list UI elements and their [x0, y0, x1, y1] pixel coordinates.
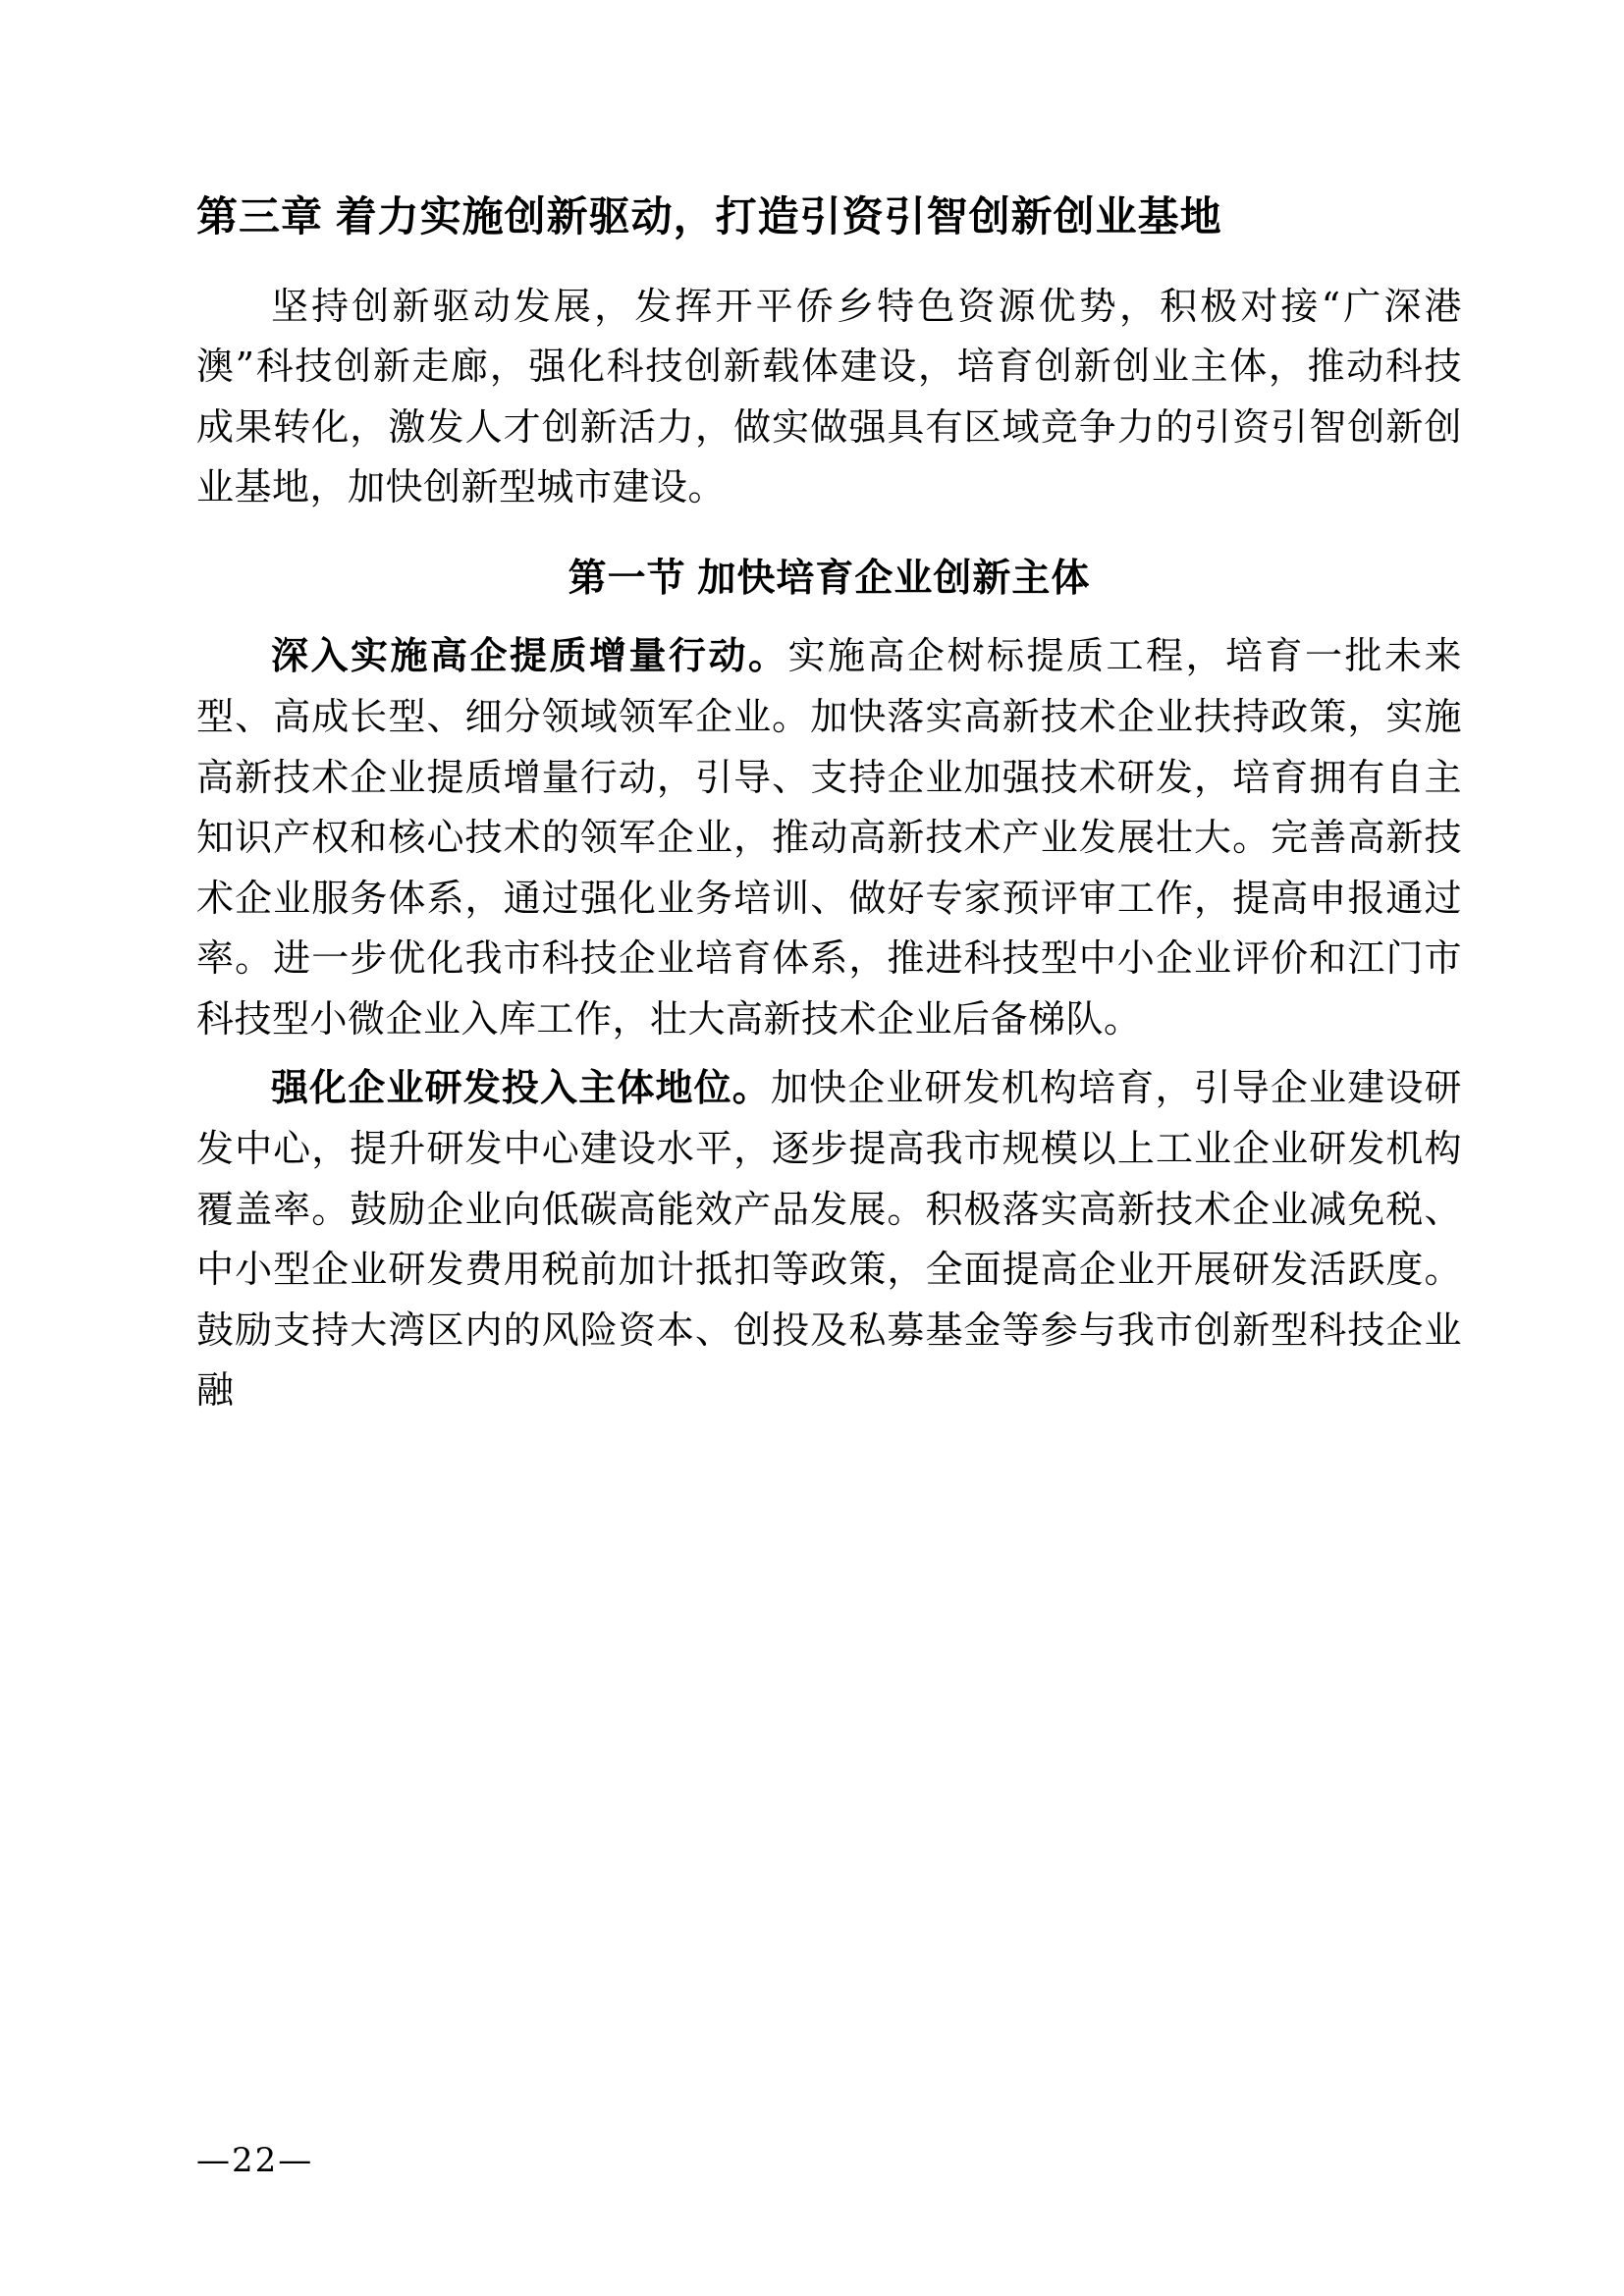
paragraph-lead: 深入实施高企提质增量行动。 — [271, 635, 788, 677]
paragraph-body: 加快企业研发机构培育，引导企业建设研发中心，提升研发中心建设水平，逐步提高我市规模以上工业企业研发机构覆盖率。鼓励企业向低碳高能效产品发展。积极落实高新技术企业减免税、中小型企业研发费用税前加计抵扣等政策，全面提高企业开展研发活跃度。鼓励支持大湾区内的风险资本、创投及私募基金等参与我市创新型科技企业融 — [196, 1065, 1462, 1413]
paragraph-lead: 强化企业研发投入主体地位。 — [271, 1067, 771, 1109]
paragraph-body: 实施高企树标提质工程，培育一批未来型、高成长型、细分领域领军企业。加快落实高新技术企业扶持政策，实施高新技术企业提质增量行动，引导、支持企业加强技术研发，培育拥有自主知识产权和核心技术的领军企业，推动高新技术产业发展壮大。完善高新技术企业服务体系，通过强化业务培训、做好专家预评审工作，提高申报通过率。进一步优化我市科技企业培育体系，推进科技型中小企业评价和江门市科技型小微企业入库工作，壮大高新技术企业后备梯队。 — [196, 633, 1462, 1041]
body-paragraph — [196, 626, 1462, 1050]
body-paragraph — [196, 1058, 1462, 1421]
section-title: 第一节 加快培育企业创新主体 — [568, 557, 1091, 600]
intro-paragraph: 坚持创新驱动发展，发挥开平侨乡特色资源优势，积极对接“广深港澳”科技创新走廊，强化科技创新载体建设，培育创新创业主体，推动科技成果转化，激发人才创新活力，做实做强具有区域竞争力的引资引智创新创业基地，加快创新型城市建设。 — [196, 284, 1462, 509]
page-number: —22— — [196, 2141, 314, 2180]
chapter-title: 第三章 着力实施创新驱动，打造引资引智创新创业基地 — [196, 193, 1222, 240]
